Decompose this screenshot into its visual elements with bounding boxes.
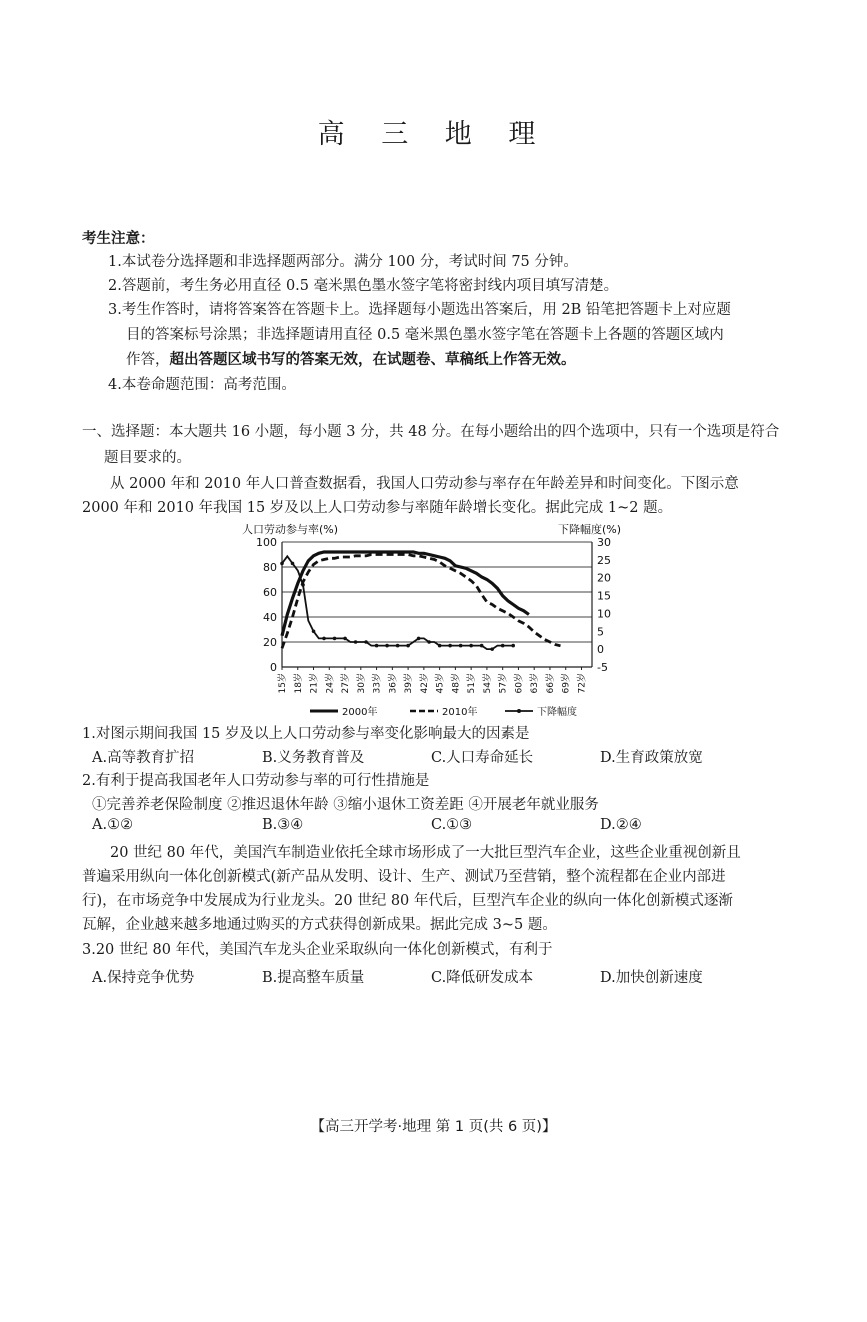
legend-label: 2010年 xyxy=(442,707,478,718)
q1-option-a: A.高等教育扩招 xyxy=(92,750,195,766)
passage1-line-2: 2000 年和 2010 年我国 15 岁及以上人口劳动参与率随年龄增长变化。据此完成 1~2 题。 xyxy=(82,500,673,516)
passage2-line-4: 瓦解，企业越来越多地通过购买的方式获得创新成果。据此完成 3~5 题。 xyxy=(82,917,557,933)
series-point xyxy=(459,644,463,648)
series-point xyxy=(501,644,505,648)
right-axis-label: 下降幅度(%) xyxy=(558,523,622,536)
q3-stem: 3.20 世纪 80 年代，美国汽车龙头企业采取纵向一体化创新模式，有利于 xyxy=(82,942,553,958)
series-point xyxy=(333,637,337,641)
q3-option-a: A.保持竞争优势 xyxy=(92,970,195,986)
q2-option-a: A.①② xyxy=(92,817,134,833)
x-tick-label: 54岁 xyxy=(482,673,493,694)
series-point xyxy=(343,637,347,641)
x-tick-label: 51岁 xyxy=(467,673,478,694)
q2-option-d: D.②④ xyxy=(600,817,642,833)
left-tick-label: 0 xyxy=(270,661,277,674)
series-point xyxy=(469,644,473,648)
x-tick-label: 57岁 xyxy=(498,673,509,694)
right-tick-label: 20 xyxy=(597,571,611,585)
x-tick-label: 45岁 xyxy=(435,673,446,694)
series-point xyxy=(427,640,431,644)
legend-marker xyxy=(517,709,521,713)
q1-option-c: C.人口寿命延长 xyxy=(431,750,534,766)
series-point xyxy=(312,629,316,633)
notice-item-3-bold: 超出答题区域书写的答案无效，在试题卷、草稿纸上作答无效。 xyxy=(169,352,576,368)
series-point xyxy=(280,562,284,566)
passage1-line-1: 从 2000 年和 2010 年人口普查数据看，我国人口劳动参与率存在年龄差异和时间变化。下图示意 xyxy=(110,476,739,492)
series-point xyxy=(490,647,494,651)
series-line-1 xyxy=(282,555,561,649)
passage2-line-2: 普遍采用纵向一体化创新模式(新产品从发明、设计、生产、测试乃至营销，整个流程都在企业内部进 xyxy=(82,869,726,885)
q1-option-b: B.义务教育普及 xyxy=(262,750,365,766)
q1-stem: 1.对图示期间我国 15 岁及以上人口劳动参与率变化影响最大的因素是 xyxy=(82,726,530,742)
section1-line-2: 题目要求的。 xyxy=(104,450,191,466)
q3-option-b: B.提高整车质量 xyxy=(262,970,365,986)
left-tick-label: 40 xyxy=(263,611,277,624)
passage2-line-3: 行)，在市场竞争中发展成为行业龙头。20 世纪 80 年代后，巨型汽车企业的纵向一体化创新模式逐渐 xyxy=(82,893,733,909)
q1-option-d: D.生育政策放宽 xyxy=(600,750,703,766)
q3-options xyxy=(92,966,792,986)
x-tick-label: 48岁 xyxy=(451,673,462,694)
q1-options xyxy=(92,746,792,766)
series-point xyxy=(291,562,295,566)
series-point xyxy=(406,644,410,648)
x-tick-label: 15岁 xyxy=(278,673,288,694)
notice-item-3-line-2: 目的答案标号涂黑；非选择题请用直径 0.5 毫米黑色墨水签字笔在答题卡上各题的答题区域内 xyxy=(126,327,724,343)
x-tick-label: 33岁 xyxy=(372,673,383,694)
right-tick-label: 10 xyxy=(597,607,611,621)
x-tick-label: 30岁 xyxy=(356,673,367,694)
left-tick-label: 60 xyxy=(263,586,277,599)
series-point xyxy=(385,644,389,648)
x-tick-label: 36岁 xyxy=(388,673,399,694)
notice-item-2: 2.答题前，考生务必用直径 0.5 毫米黑色墨水签字笔将密封线内项目填写清楚。 xyxy=(108,278,619,294)
left-tick-label: 80 xyxy=(263,561,277,574)
x-tick-label: 21岁 xyxy=(309,673,320,694)
q3-option-c: C.降低研发成本 xyxy=(431,970,534,986)
q2-measures: ①完善养老保险制度 ②推迟退休年龄 ③缩小退休工资差距 ④开展老年就业服务 xyxy=(92,797,599,813)
right-tick-label: -5 xyxy=(597,661,608,674)
x-tick-label: 18岁 xyxy=(293,673,304,694)
series-point xyxy=(364,640,368,644)
passage2-line-1: 20 世纪 80 年代，美国汽车制造业依托全球市场形成了一大批巨型汽车企业，这些企业重视创新且 xyxy=(110,845,741,861)
x-tick-label: 72岁 xyxy=(577,673,588,694)
chart-svg xyxy=(240,518,640,723)
series-point xyxy=(396,644,400,648)
notice-item-3-text: 作答， xyxy=(126,352,170,368)
q3-option-d: D.加快创新速度 xyxy=(600,970,703,986)
series-point xyxy=(438,644,442,648)
series-point xyxy=(480,644,484,648)
series-point xyxy=(301,583,305,587)
q2-option-c: C.①③ xyxy=(431,817,473,833)
legend-label: 2000年 xyxy=(342,707,378,718)
x-tick-label: 39岁 xyxy=(404,673,415,694)
series-point xyxy=(511,644,515,648)
x-tick-label: 63岁 xyxy=(530,673,541,694)
section1-line-1: 一、选择题：本大题共 16 小题，每小题 3 分，共 48 分。在每小题给出的四个选项中，只有一个选项是符合 xyxy=(82,424,780,440)
page-footer: 【高三开学考·地理 第 1 页(共 6 页)】 xyxy=(310,1119,557,1135)
right-tick-label: 15 xyxy=(597,589,611,603)
notice-item-4: 4.本卷命题范围：高考范围。 xyxy=(108,377,296,393)
notice-heading: 考生注意： xyxy=(82,231,155,247)
left-axis-label: 人口劳动参与率(%) xyxy=(242,523,339,536)
series-point xyxy=(322,637,326,641)
x-tick-label: 42岁 xyxy=(419,673,430,694)
q2-stem: 2.有利于提高我国老年人口劳动参与率的可行性措施是 xyxy=(82,773,430,789)
page-title: 高 三 地 理 xyxy=(317,119,550,150)
x-tick-label: 66岁 xyxy=(545,673,556,694)
right-tick-label: 0 xyxy=(597,643,604,657)
x-tick-label: 60岁 xyxy=(514,673,525,694)
x-tick-label: 69岁 xyxy=(561,673,572,694)
q2-option-b: B.③④ xyxy=(262,817,304,833)
series-line-2 xyxy=(282,556,513,649)
series-point xyxy=(375,644,379,648)
notice-item-3-line-3 xyxy=(126,350,576,370)
right-tick-label: 5 xyxy=(597,625,604,639)
notice-item-1: 1.本试卷分选择题和非选择题两部分。满分 100 分，考试时间 75 分钟。 xyxy=(108,254,578,270)
left-tick-label: 20 xyxy=(263,636,277,649)
labor-participation-chart xyxy=(240,518,640,723)
legend-label: 下降幅度 xyxy=(537,707,577,718)
left-tick-label: 100 xyxy=(256,536,277,549)
q2-options xyxy=(92,817,792,837)
series-point xyxy=(354,640,358,644)
x-tick-label: 27岁 xyxy=(341,673,352,694)
right-tick-label: 30 xyxy=(597,536,611,549)
series-line-0 xyxy=(282,552,529,636)
notice-item-3-line-1: 3.考生作答时，请将答案答在答题卡上。选择题每小题选出答案后，用 2B 铅笔把答题卡上对应题 xyxy=(108,302,731,318)
series-point xyxy=(448,644,452,648)
x-tick-label: 24岁 xyxy=(325,673,336,694)
series-point xyxy=(417,637,421,641)
right-tick-label: 25 xyxy=(597,553,611,567)
